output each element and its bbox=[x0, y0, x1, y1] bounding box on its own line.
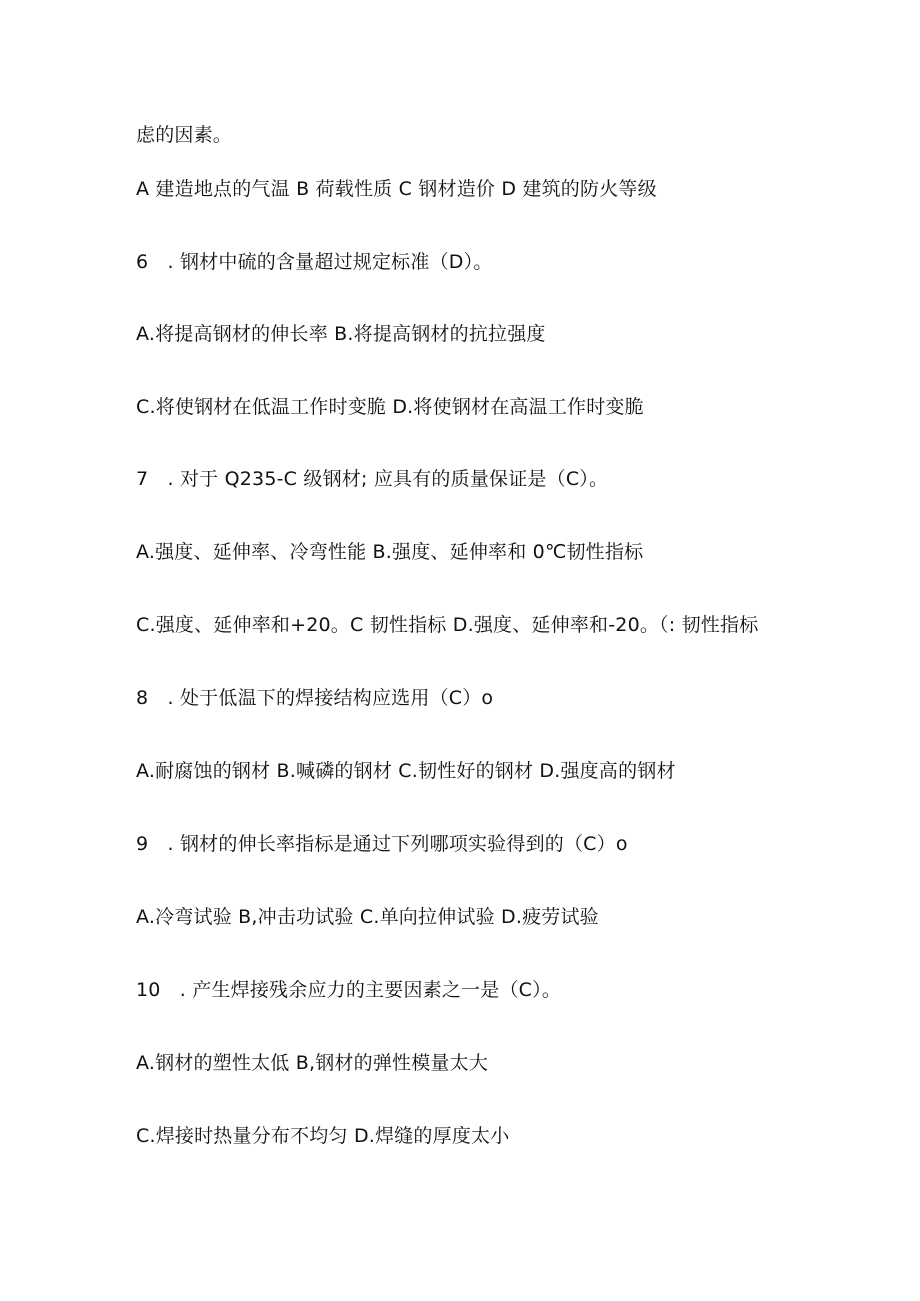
options-q10-cd: C.焊接时热量分布不均匀 D.焊缝的厚度太小 bbox=[136, 1125, 510, 1147]
options-q6-cd: C.将使钢材在低温工作时变脆 D.将使钢材在高温工作时变脆 bbox=[136, 396, 644, 418]
options-q7-cd: C.强度、延伸率和+20。C 韧性指标 D.强度、延伸率和-20。（: 韧性指标 bbox=[136, 614, 759, 636]
options-q8: A.耐腐蚀的钢材 B.喊磷的钢材 C.韧性好的钢材 D.强度高的钢材 bbox=[136, 760, 676, 782]
question-8: 8 . 处于低温下的焊接结构应选用（C）o bbox=[136, 687, 494, 709]
text-line-continuation: 虑的因素。 bbox=[136, 124, 233, 146]
options-q9: A.冷弯试验 B,冲击功试验 C.单向拉伸试验 D.疲劳试验 bbox=[136, 906, 599, 928]
options-q7-ab: A.强度、延伸率、冷弯性能 B.强度、延伸率和 0℃韧性指标 bbox=[136, 541, 644, 563]
question-7: 7 . 对于 Q235-C 级钢材; 应具有的质量保证是（C）。 bbox=[136, 468, 609, 490]
options-q5: A 建造地点的气温 B 荷载性质 C 钢材造价 D 建筑的防火等级 bbox=[136, 178, 657, 200]
options-q10-ab: A.钢材的塑性太低 B,钢材的弹性模量太大 bbox=[136, 1052, 489, 1074]
question-6: 6 . 钢材中硫的含量超过规定标准（D）。 bbox=[136, 251, 493, 273]
question-9: 9 . 钢材的伸长率指标是通过下列哪项实验得到的（C）o bbox=[136, 833, 628, 855]
question-10: 10 . 产生焊接残余应力的主要因素之一是（C）。 bbox=[136, 979, 562, 1001]
options-q6-ab: A.将提高钢材的伸长率 B.将提高钢材的抗拉强度 bbox=[136, 323, 546, 345]
